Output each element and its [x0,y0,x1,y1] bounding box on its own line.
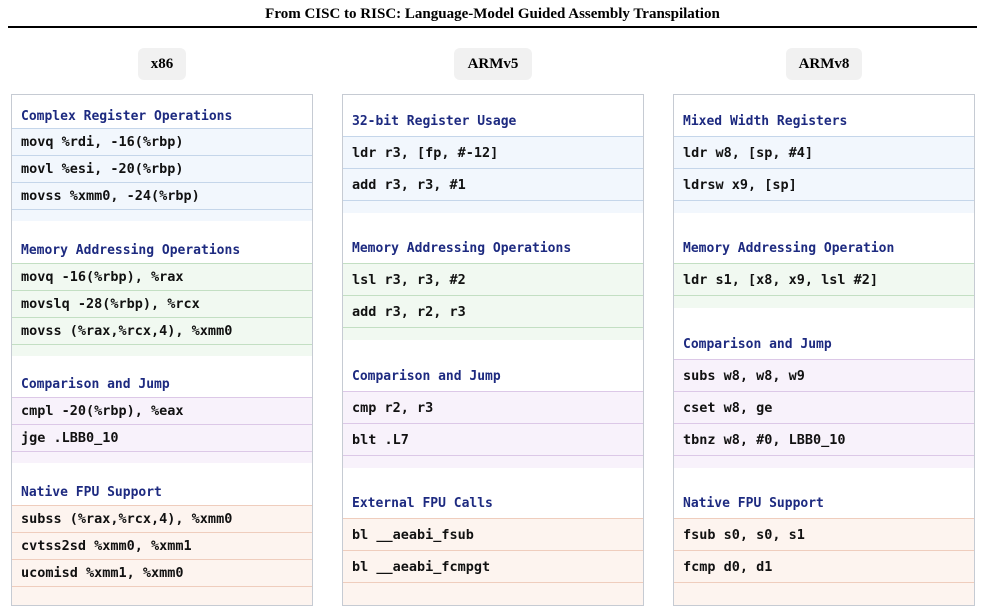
code-block [343,136,643,213]
section-title: Native FPU Support [21,485,162,500]
section-title: Memory Addressing Operation [683,241,895,256]
code-line: cset w8, ge [674,392,974,424]
code-line: cmpl -20(%rbp), %eax [12,398,312,425]
figure-title: From CISC to RISC: Language-Model Guided Assembly Transpilation [265,6,720,22]
section-title: Complex Register Operations [21,109,233,124]
code-line: movss %xmm0, -24(%rbp) [12,183,312,210]
code-line: cmp r2, r3 [343,392,643,424]
code-line: jge .LBB0_10 [12,425,312,452]
code-line: movl %esi, -20(%rbp) [12,156,312,183]
code-line: movss (%rax,%rcx,4), %xmm0 [12,318,312,345]
column-header-armv8: ARMv8 [786,48,862,80]
code-block [674,136,974,213]
column-header-armv5: ARMv5 [454,48,532,80]
section-title: Native FPU Support [683,496,824,511]
section-title: 32-bit Register Usage [352,114,517,129]
code-line: add r3, r3, #1 [343,169,643,201]
x86-panel [11,94,313,606]
code-block [12,397,312,463]
armv5-panel [342,94,644,606]
code-line: fcmp d0, d1 [674,551,974,583]
code-line: bl __aeabi_fcmpgt [343,551,643,583]
code-line: movslq -28(%rbp), %rcx [12,291,312,318]
code-line: ldrsw x9, [sp] [674,169,974,201]
code-block [12,505,312,606]
section-title: Comparison and Jump [683,337,832,352]
code-line: ldr w8, [sp, #4] [674,137,974,169]
code-line: subs w8, w8, w9 [674,360,974,392]
code-line: blt .L7 [343,424,643,456]
code-line: tbnz w8, #0, LBB0_10 [674,424,974,456]
column-header-x86: x86 [138,48,186,80]
code-block [343,391,643,468]
code-block [674,263,974,308]
code-line: movq -16(%rbp), %rax [12,264,312,291]
section-title: External FPU Calls [352,496,493,511]
section-title: Memory Addressing Operations [21,243,241,258]
code-block [12,128,312,221]
code-line: add r3, r2, r3 [343,296,643,328]
code-line: ldr s1, [x8, x9, lsl #2] [674,264,974,296]
code-block [674,518,974,606]
code-block [343,263,643,340]
code-line: ldr r3, [fp, #-12] [343,137,643,169]
section-title: Comparison and Jump [352,369,501,384]
code-line: fsub s0, s0, s1 [674,519,974,551]
section-title: Comparison and Jump [21,377,170,392]
code-line: lsl r3, r3, #2 [343,264,643,296]
code-line: bl __aeabi_fsub [343,519,643,551]
section-title: Mixed Width Registers [683,114,848,129]
code-line: cvtss2sd %xmm0, %xmm1 [12,533,312,560]
code-line: subss (%rax,%rcx,4), %xmm0 [12,506,312,533]
code-block [674,359,974,468]
armv8-panel [673,94,975,606]
code-line: ucomisd %xmm1, %xmm0 [12,560,312,587]
code-block [343,518,643,606]
code-line: movq %rdi, -16(%rbp) [12,129,312,156]
code-block [12,263,312,356]
title-rule [8,26,977,28]
section-title: Memory Addressing Operations [352,241,572,256]
